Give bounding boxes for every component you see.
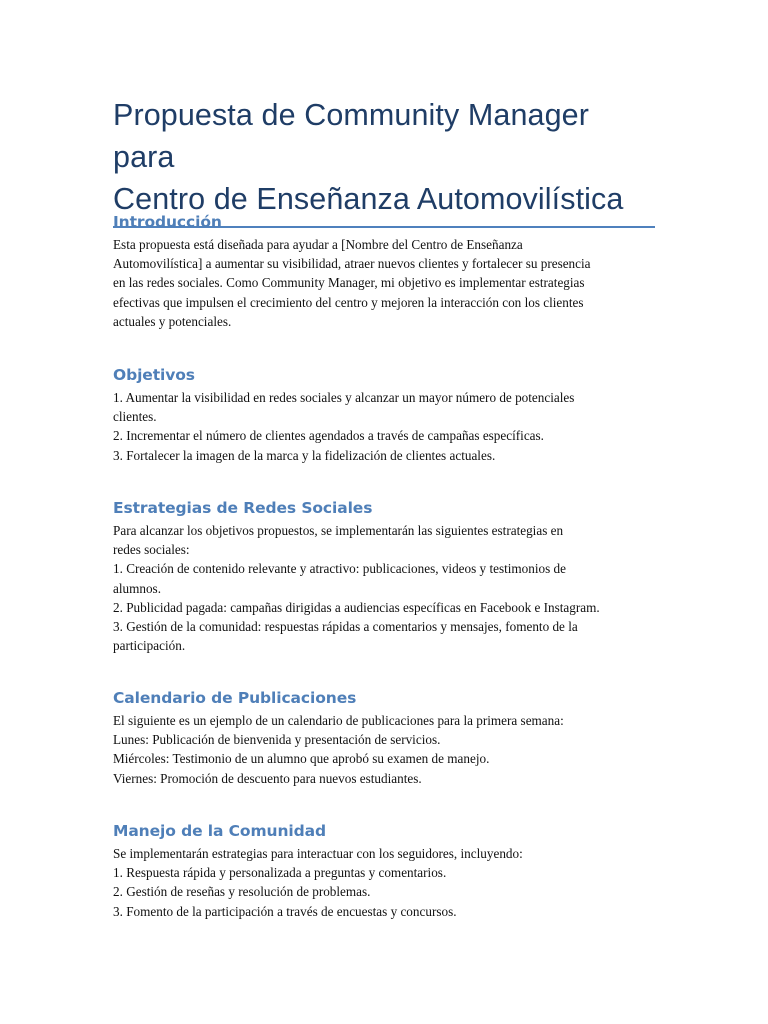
section-heading: Manejo de la Comunidad — [113, 822, 326, 840]
section-introduccion — [113, 212, 655, 331]
body-line: Se implementarán estrategias para interactuar con los seguidores, incluyendo: — [113, 846, 523, 861]
section-body — [113, 844, 655, 921]
section-heading: Estrategias de Redes Sociales — [113, 499, 373, 517]
section-calendario — [113, 688, 655, 788]
section-body — [113, 521, 655, 655]
document-title-line: Propuesta de Community Manager para — [113, 98, 589, 174]
body-line: redes sociales: — [113, 542, 190, 558]
section-body — [113, 235, 655, 331]
document-page — [113, 94, 655, 919]
section-heading: Objetivos — [113, 366, 195, 384]
section-objetivos — [113, 365, 655, 465]
body-line: El siguiente es un ejemplo de un calendario de publicaciones para la primera semana: — [113, 713, 564, 728]
body-line: participación. — [113, 638, 186, 654]
body-line: 3. Fomento de la participación a través de encuestas y concursos. — [113, 903, 457, 919]
section-heading: Introducción — [113, 213, 222, 231]
section-body — [113, 388, 655, 465]
body-line: Miércoles: Testimonio de un alumno que aprobó su examen de manejo. — [113, 751, 490, 767]
body-line: 2. Gestión de reseñas y resolución de problemas. — [113, 884, 371, 900]
body-line: 1. Creación de contenido relevante y atractivo: publicaciones, videos y testimonios de — [113, 561, 566, 577]
section-manejo-comunidad — [113, 821, 655, 921]
body-line: Esta propuesta está diseñada para ayudar a [Nombre del Centro de Enseñanza — [113, 237, 523, 252]
body-line: actuales y potenciales. — [113, 313, 232, 329]
section-body — [113, 711, 655, 788]
document-title-line: Centro de Enseñanza Automovilística — [113, 182, 624, 216]
body-line: 3. Gestión de la comunidad: respuestas rápidas a comentarios y mensajes, fomento de la — [113, 619, 578, 635]
body-line: efectivas que impulsen el crecimiento del centro y mejoren la interacción con los clientes — [113, 294, 584, 310]
body-line: clientes. — [113, 409, 157, 425]
body-line: en las redes sociales. Como Community Manager, mi objetivo es implementar estrategias — [113, 275, 585, 291]
body-line: 1. Aumentar la visibilidad en redes sociales y alcanzar un mayor número de potenciales — [113, 390, 575, 405]
body-line: 1. Respuesta rápida y personalizada a preguntas y comentarios. — [113, 865, 447, 881]
document-title — [113, 94, 655, 220]
body-line: Lunes: Publicación de bienvenida y presentación de servicios. — [113, 732, 441, 748]
section-estrategias — [113, 498, 655, 655]
body-line: 3. Fortalecer la imagen de la marca y la fidelización de clientes actuales. — [113, 447, 496, 463]
body-line: alumnos. — [113, 580, 161, 596]
body-line: Viernes: Promoción de descuento para nuevos estudiantes. — [113, 770, 422, 786]
body-line: 2. Incrementar el número de clientes agendados a través de campañas específicas. — [113, 428, 544, 444]
section-heading: Calendario de Publicaciones — [113, 689, 357, 707]
body-line: Para alcanzar los objetivos propuestos, se implementarán las siguientes estrategias en — [113, 523, 564, 538]
body-line: Automovilística] a aumentar su visibilidad, atraer nuevos clientes y fortalecer su presencia — [113, 256, 591, 272]
body-line: 2. Publicidad pagada: campañas dirigidas a audiencias específicas en Facebook e Instagram. — [113, 599, 600, 615]
